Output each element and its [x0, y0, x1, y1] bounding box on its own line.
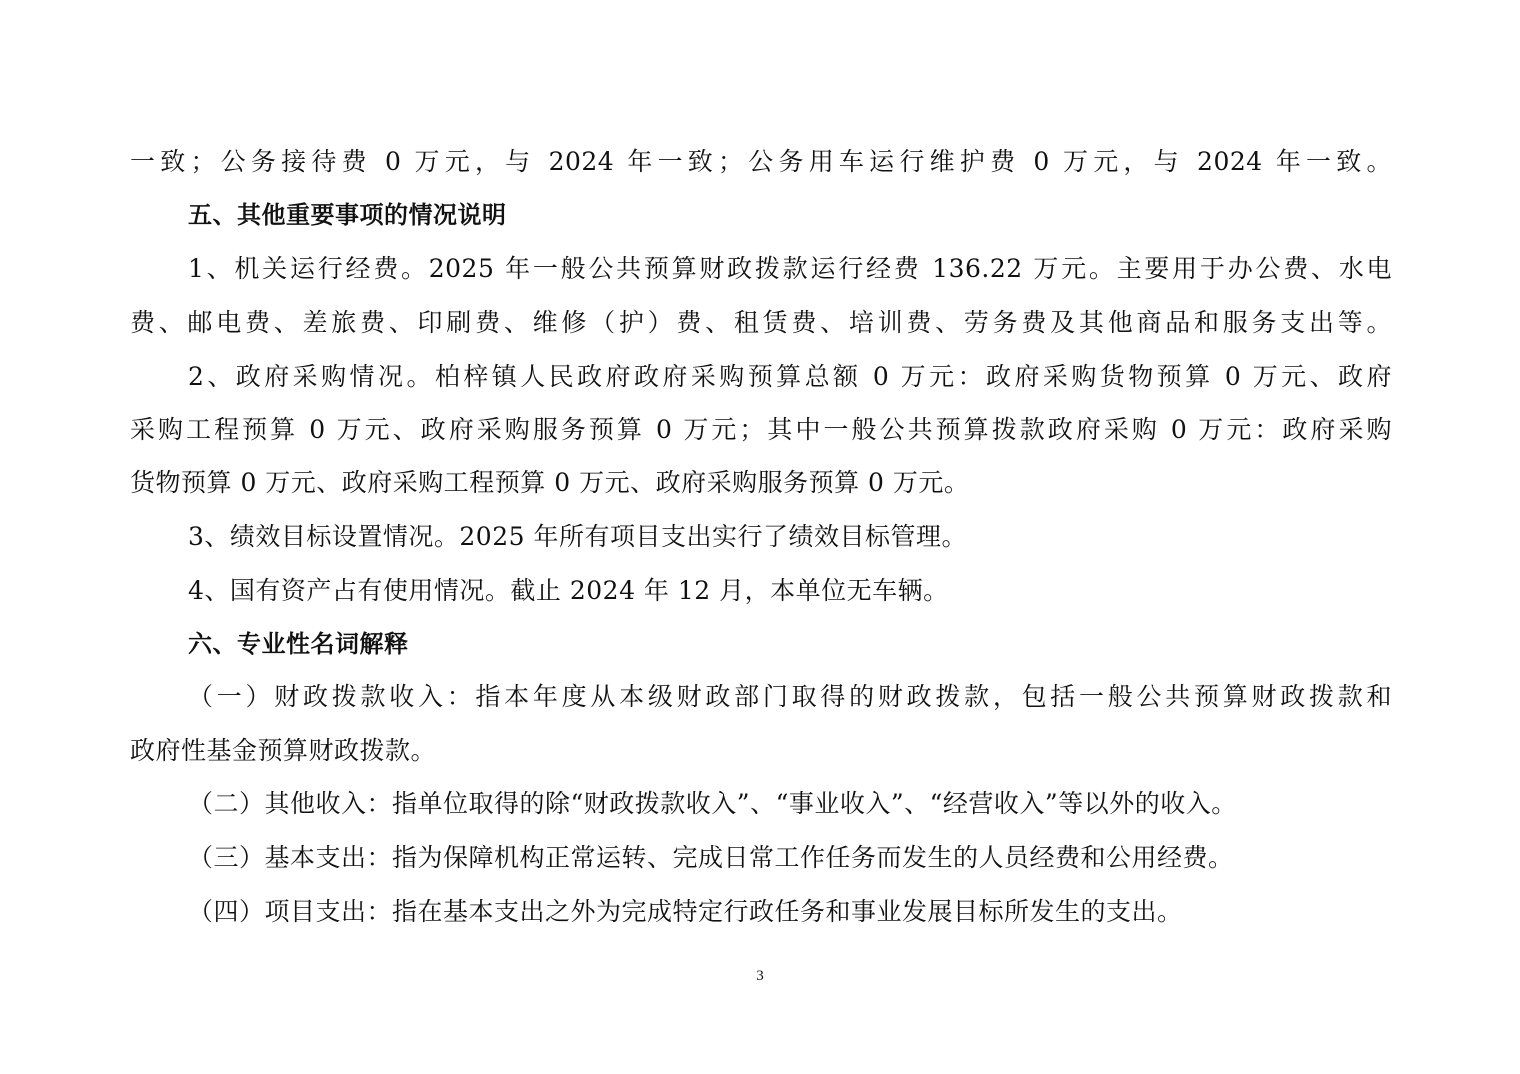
section-heading-six: 六、专业性名词解释: [188, 630, 409, 658]
paragraph-line: （四）项目支出：指在基本支出之外为完成特定行政任务和事业发展目标所发生的支出。: [188, 897, 1183, 926]
paragraph-line: 采购工程预算 0 万元、政府采购服务预算 0 万元；其中一般公共预算拨款政府采购 0 万元：政府采购: [130, 415, 1392, 444]
paragraph-line: 货物预算 0 万元、政府采购工程预算 0 万元、政府采购服务预算 0 万元。: [130, 468, 970, 497]
section-heading-five: 五、其他重要事项的情况说明: [188, 201, 507, 229]
paragraph-line: 3、绩效目标设置情况。2025 年所有项目支出实行了绩效目标管理。: [188, 522, 967, 551]
paragraph-line: 4、国有资产占有使用情况。截止 2024 年 12 月，本单位无车辆。: [188, 576, 949, 605]
page-number: 3: [756, 968, 764, 984]
paragraph-line: （二）其他收入：指单位取得的除“财政拨款收入”、“事业收入”、“经营收入”等以外的收入。: [188, 789, 1237, 818]
paragraph-line: 1、机关运行经费。2025 年一般公共预算财政拨款运行经费 136.22 万元。主要用于办公费、水电: [188, 254, 1392, 283]
paragraph-line: 费、邮电费、差旅费、印刷费、维修（护）费、租赁费、培训费、劳务费及其他商品和服务支出等。: [130, 308, 1392, 337]
paragraph-line: 一致；公务接待费 0 万元，与 2024 年一致；公务用车运行维护费 0 万元，与 2024 年一致。: [130, 147, 1392, 176]
paragraph-line: （三）基本支出：指为保障机构正常运转、完成日常工作任务而发生的人员经费和公用经费。: [188, 843, 1234, 872]
paragraph-line: 2、政府采购情况。柏梓镇人民政府政府采购预算总额 0 万元：政府采购货物预算 0 万元、政府: [188, 362, 1392, 391]
paragraph-line: （一）财政拨款收入：指本年度从本级财政部门取得的财政拨款，包括一般公共预算财政拨款和: [188, 682, 1392, 711]
paragraph-line: 政府性基金预算财政拨款。: [130, 736, 437, 765]
